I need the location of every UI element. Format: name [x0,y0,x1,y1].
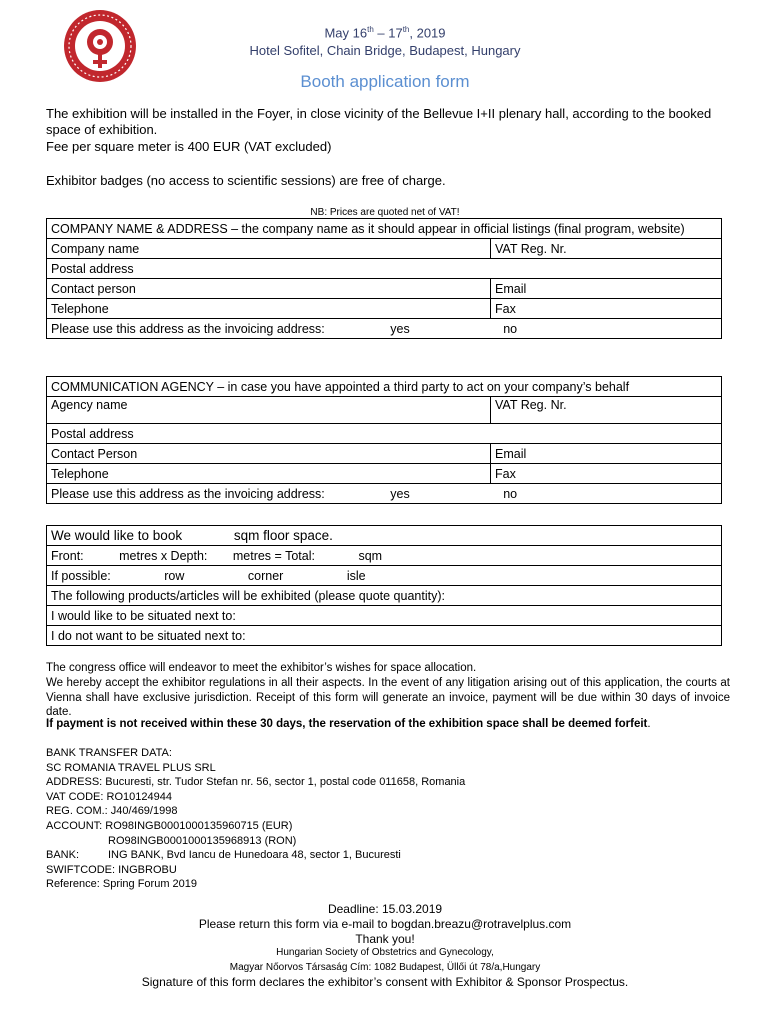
bank-reference: Reference: Spring Forum 2019 [46,878,198,891]
front-label: Front: [51,548,84,563]
bank-account-ron: RO98INGB0001000135968913 (RON) [108,834,297,847]
total-label: metres = Total: [232,548,315,563]
vat-note: NB: Prices are quoted net of VAT! [310,207,460,218]
depth-label: metres x Depth: [119,548,208,563]
bank-account-eur: ACCOUNT: RO98INGB0001000135960715 (EUR) [46,819,293,832]
agency-vat-field[interactable]: VAT Reg. Nr. [491,397,722,424]
sqm-label: sqm [358,548,383,563]
company-table [46,218,722,339]
bank-value: ING BANK, Bvd Iancu de Hunedoara 48, sector 1, Bucuresti [108,849,401,862]
agency-postal-field[interactable]: Postal address [47,424,722,444]
agency-fax-field[interactable]: Fax [491,464,722,484]
booking-dimensions-row[interactable] [47,546,722,566]
book-label: We would like to book [51,528,183,543]
page-title: Booth application form [300,72,470,91]
agency-table [46,376,722,504]
bank-address: ADDRESS: Bucuresti, str. Tudor Stefan nr. 56, sector 1, postal code 011658, Romania [46,776,466,789]
agency-email-field[interactable]: Email [491,444,722,464]
company-fax-field[interactable]: Fax [491,299,722,319]
return-instructions: Please return this form via e-mail to bogdan.breazu@rotravelplus.com [198,917,572,931]
company-invoicing-yes[interactable]: yes [390,321,410,336]
bank-label: BANK: [46,849,80,862]
company-heading: COMPANY NAME & ADDRESS – the company name as it should appear in official listings (final program, website) [47,219,722,239]
if-possible-label: If possible: [51,568,111,583]
bank-company: SC ROMANIA TRAVEL PLUS SRL [46,761,216,774]
company-invoicing-row [47,319,722,339]
booking-position-row [47,566,722,586]
fee-text: Fee per square meter is 400 EUR (VAT excluded) [46,139,332,154]
booking-table [46,525,722,646]
company-vat-field[interactable]: VAT Reg. Nr. [491,239,722,259]
agency-name-field[interactable]: Agency name [47,397,491,424]
badges-text: Exhibitor badges (no access to scientific sessions) are free of charge. [46,173,446,188]
agency-telephone-field[interactable]: Telephone [47,464,491,484]
booking-size-row[interactable] [47,526,722,546]
event-date: May 16th – 17th, 2019 [324,25,446,41]
accept-regulations-text: We hereby accept the exhibitor regulations in all their aspects. In the event of any litigation arising out of this application, the courts at Vienna shall have exclusive jurisdiction. Receipt of this form will generate an invoice, payment will be due within 30 days of invoice date. [46,677,730,718]
intro-paragraph: The exhibition will be installed in the Foyer, in close vicinity of the Bellevue I+II plenary hall, according to the booked space of exhibition. [46,106,712,137]
sqm-floor-label: sqm floor space. [233,528,333,543]
not-situated-next-field[interactable]: I do not want to be situated next to: [47,626,722,646]
agency-heading: COMMUNICATION AGENCY – in case you have appointed a third party to act on your company’s behalf [47,377,722,397]
agency-invoicing-row [47,484,722,504]
bank-data-block [46,746,465,892]
society-name: Hungarian Society of Obstetrics and Gynecology, [276,947,494,958]
congress-note: The congress office will endeavor to meet the exhibitor’s wishes for space allocation. [46,662,477,674]
signature-note: Signature of this form declares the exhibitor’s consent with Exhibitor & Sponsor Prospectus. [141,975,629,989]
position-isle-option[interactable]: isle [346,568,366,583]
company-telephone-field[interactable]: Telephone [47,299,491,319]
bank-heading: BANK TRANSFER DATA: [46,747,172,759]
deadline: Deadline: 15.03.2019 [327,902,443,916]
agency-contact-field[interactable]: Contact Person [47,444,491,464]
bank-swift: SWIFTCODE: INGBROBU [46,863,177,876]
invoicing-label: Please use this address as the invoicing address: [51,321,325,336]
event-venue: Hotel Sofitel, Chain Bridge, Budapest, Hungary [249,43,521,58]
position-corner-option[interactable]: corner [247,568,284,583]
bank-reg-com: REG. COM.: J40/469/1998 [46,805,178,818]
products-field[interactable]: The following products/articles will be exhibited (please quote quantity): [47,586,722,606]
company-invoicing-no[interactable]: no [503,321,518,336]
bank-vat-code: VAT CODE: RO10124944 [46,790,172,803]
position-row-option[interactable]: row [164,568,185,583]
company-contact-field[interactable]: Contact person [47,279,491,299]
company-name-field[interactable]: Company name [47,239,491,259]
invoicing-label: Please use this address as the invoicing address: [51,486,325,501]
bank-name-row [46,848,465,863]
thank-you: Thank you! [355,932,415,946]
situated-next-field[interactable]: I would like to be situated next to: [47,606,722,626]
agency-invoicing-yes[interactable]: yes [390,486,410,501]
forfeit-warning: If payment is not received within these 30 days, the reservation of the exhibition space shall be deemed forfeit. [46,718,651,730]
company-email-field[interactable]: Email [491,279,722,299]
company-postal-field[interactable]: Postal address [47,259,722,279]
society-address: Magyar Nőorvos Társaság Cím: 1082 Budapest, Üllői út 78/a,Hungary [229,962,541,973]
agency-invoicing-no[interactable]: no [503,486,518,501]
